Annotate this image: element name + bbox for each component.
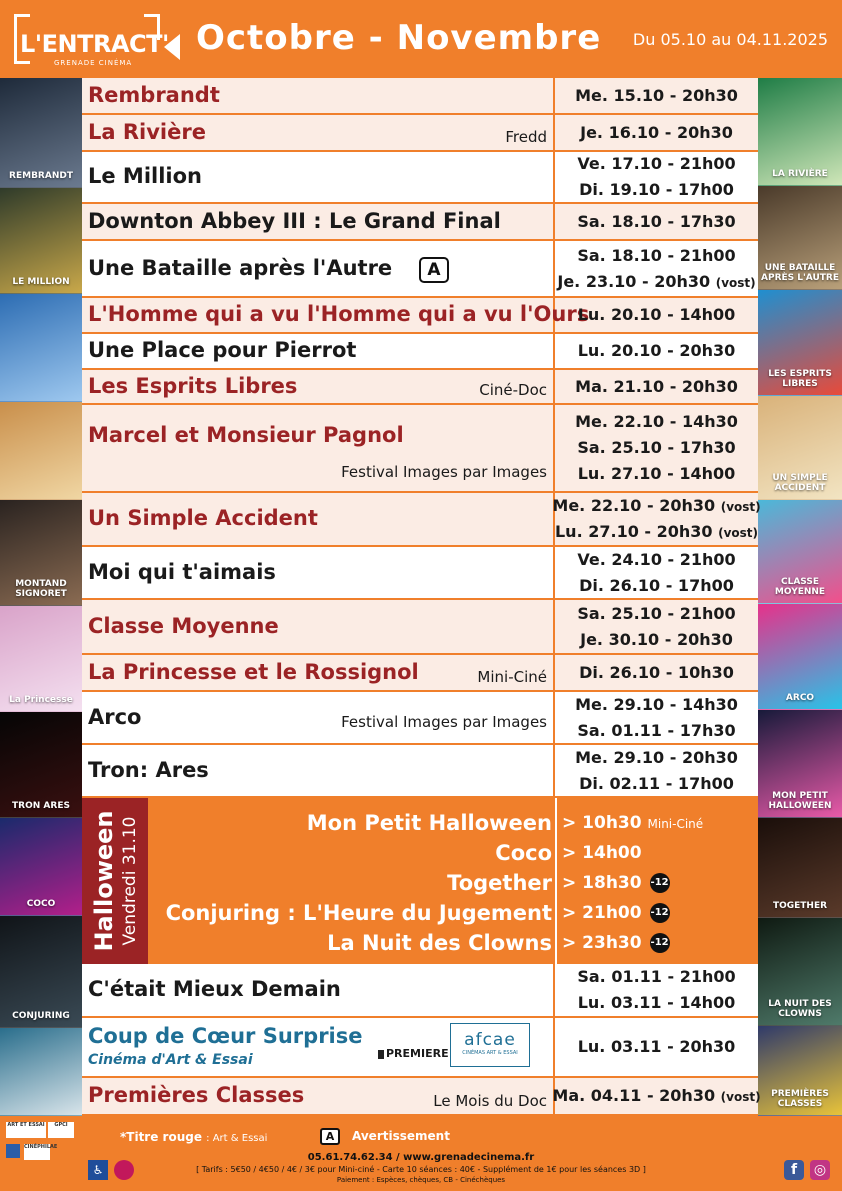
film-row — [82, 964, 758, 1018]
poster-title: TRON ARES — [12, 801, 70, 811]
posters-left-column — [0, 78, 82, 1116]
film-row — [82, 1078, 761, 1116]
tarifs-info: [ Tarifs : 5€50 / 4€50 / 4€ / 3€ pour Mini-ciné - Carte 10 séances : 40€ - Supplément de 1€ pour les séances 3D ] — [196, 1165, 646, 1174]
film-cell — [82, 152, 555, 202]
showtimes-cell — [555, 152, 758, 202]
showtime[interactable]: Ma. 21.10 - 20h30 — [575, 376, 738, 396]
film-cell — [82, 655, 555, 690]
posters-right-column — [758, 78, 842, 1116]
halloween-item — [148, 928, 758, 958]
showtime[interactable]: Me. 29.10 - 14h30 — [575, 694, 738, 714]
showtimes-cell — [552, 493, 761, 545]
showtime[interactable]: Sa. 01.11 - 17h30 — [577, 720, 736, 740]
logo-wordmark: L'ENTRACT' — [20, 30, 169, 58]
showtimes-cell — [555, 745, 758, 796]
film-poster[interactable] — [0, 1028, 82, 1116]
film-cell — [82, 405, 555, 491]
film-cell — [82, 1078, 555, 1114]
film-cell — [82, 78, 555, 113]
showtime[interactable]: Ma. 04.11 - 20h30 (vost) — [552, 1086, 761, 1105]
showtimes-cell — [555, 600, 758, 653]
legend-warning: A Avertissement — [320, 1128, 450, 1145]
showtimes-cell — [555, 655, 758, 690]
halloween-item — [148, 898, 758, 928]
film-cell — [82, 692, 555, 743]
film-cell — [82, 370, 555, 403]
showtime[interactable]: Me. 22.10 - 20h30 (vost) — [552, 496, 761, 515]
halloween-film-title[interactable]: Coco — [495, 841, 552, 865]
film-title[interactable]: Une Place pour Pierrot — [88, 338, 357, 362]
film-cell — [82, 745, 555, 796]
halloween-showtime[interactable]: > 21h00 -12 — [562, 903, 669, 923]
film-poster[interactable] — [758, 500, 842, 604]
film-cell — [82, 241, 555, 296]
showtime[interactable]: Me. 29.10 - 20h30 — [575, 747, 738, 767]
showtime[interactable]: Lu. 20.10 - 14h00 — [577, 305, 736, 324]
film-cell — [82, 493, 555, 545]
film-title[interactable]: Tron: Ares — [88, 757, 209, 782]
showtime[interactable]: Sa. 18.10 - 21h00 — [577, 245, 736, 265]
film-title[interactable]: Le Million — [88, 164, 203, 188]
halloween-showtime[interactable]: > 23h30 -12 — [562, 933, 669, 953]
showtimes-cell — [555, 115, 758, 150]
film-cell — [82, 600, 555, 653]
film-poster[interactable] — [0, 606, 82, 712]
film-row — [82, 745, 758, 798]
film-poster[interactable] — [758, 604, 842, 710]
film-poster[interactable] — [758, 78, 842, 186]
film-poster[interactable] — [0, 78, 82, 188]
poster-title: PREMIÈRES CLASSES — [771, 1089, 829, 1109]
premiere-logo: PREMIERE — [378, 1047, 449, 1060]
film-poster[interactable] — [0, 500, 82, 606]
film-row — [82, 204, 758, 241]
showtimes-cell — [555, 547, 758, 598]
film-title[interactable]: Classe Moyenne — [88, 613, 279, 638]
film-tag: Fredd — [505, 128, 547, 146]
halloween-film-title[interactable]: Mon Petit Halloween — [306, 811, 552, 835]
film-row — [82, 334, 758, 370]
film-poster[interactable] — [758, 1026, 842, 1116]
showtimes-cell — [555, 405, 758, 491]
film-cell — [82, 204, 555, 239]
showtime[interactable]: Lu. 27.10 - 14h00 — [577, 464, 736, 483]
contact-info[interactable]: 05.61.74.62.34 / www.grenadecinema.fr — [307, 1152, 535, 1163]
showtime[interactable]: Sa. 25.10 - 17h30 — [577, 438, 736, 457]
film-cell — [82, 115, 555, 150]
film-cell — [82, 964, 555, 1016]
film-row — [82, 241, 758, 298]
poster-title: REMBRANDT — [9, 171, 73, 181]
showtime[interactable]: Je. 30.10 - 20h30 — [580, 629, 733, 649]
film-row — [82, 405, 758, 493]
film-title[interactable]: Premières Classes — [88, 1083, 305, 1107]
showtimes-cell — [552, 1078, 761, 1114]
showtime[interactable]: Lu. 20.10 - 20h30 — [577, 341, 736, 360]
legend-red-title: *Titre rouge : Art & Essai — [120, 1130, 268, 1144]
halloween-item — [148, 868, 758, 898]
poster-title: LE MILLION — [12, 277, 70, 287]
poster-title: LA RIVIÈRE — [772, 169, 828, 179]
film-cell — [82, 1018, 555, 1076]
film-title[interactable]: Les Esprits Libres — [88, 373, 298, 398]
date-range: Du 05.10 au 04.11.2025 — [632, 30, 828, 49]
gpci-logo: GPCI — [48, 1122, 74, 1138]
showtime[interactable]: Me. 15.10 - 20h30 — [575, 85, 738, 105]
showtime[interactable]: Lu. 27.10 - 20h30 (vost) — [554, 522, 759, 541]
film-title[interactable]: C'était Mieux Demain — [88, 977, 341, 1001]
poster-title: UN SIMPLE ACCIDENT — [772, 473, 828, 493]
halloween-showtime[interactable]: > 10h30 Mini-Ciné — [562, 813, 704, 833]
film-tag: Ciné-Doc — [479, 381, 547, 399]
film-row — [82, 692, 758, 745]
hearing-impaired-icon: ♿ — [88, 1160, 108, 1180]
film-row — [82, 493, 761, 547]
showtime[interactable]: Sa. 25.10 - 21h00 — [577, 603, 736, 623]
film-row — [82, 370, 758, 405]
showtime[interactable]: Me. 22.10 - 14h30 — [575, 412, 738, 431]
poster-title: MON PETIT HALLOWEEN — [768, 791, 832, 811]
showtime[interactable]: Lu. 03.11 - 14h00 — [577, 993, 736, 1012]
film-cell — [82, 334, 555, 368]
film-poster[interactable] — [758, 396, 842, 500]
film-tag: Mini-Ciné — [477, 668, 547, 686]
logo-subtitle: GRENADE CINÉMA — [54, 59, 133, 67]
film-tag: Festival Images par Images — [341, 463, 547, 481]
film-title[interactable]: L'Homme qui a vu l'Homme qui a vu l'Ours — [88, 302, 590, 326]
poster-title: CONJURING — [12, 1011, 70, 1021]
showtimes-cell — [555, 1018, 758, 1076]
halloween-showtime[interactable]: > 18h30 -12 — [562, 873, 669, 893]
film-cell — [82, 298, 590, 332]
film-title[interactable]: Un Simple Accident — [88, 506, 318, 530]
halloween-item — [148, 838, 758, 868]
film-poster[interactable] — [0, 294, 82, 402]
facebook-icon[interactable]: f — [784, 1160, 804, 1180]
afcae-logo: afcae CINÉMAS ART & ESSAI — [450, 1023, 530, 1067]
showtime[interactable]: Je. 23.10 - 20h30 (vost) — [557, 271, 756, 291]
halloween-note: Mini-Ciné — [647, 817, 704, 831]
showtimes-cell — [555, 298, 758, 332]
warning-a-icon: A — [320, 1128, 340, 1145]
film-row — [82, 115, 758, 152]
poster-title: LA NUIT DES CLOWNS — [768, 999, 832, 1019]
poster-title: COCO — [26, 899, 56, 909]
header — [0, 0, 842, 78]
film-cell — [82, 547, 555, 598]
showtime[interactable]: Di. 26.10 - 17h00 — [579, 575, 734, 595]
film-row — [82, 600, 758, 655]
film-title[interactable]: Moi qui t'aimais — [88, 559, 276, 584]
halloween-day: Vendredi 31.10 — [120, 816, 140, 946]
film-title[interactable]: Arco — [88, 704, 142, 729]
cinema-logo[interactable] — [14, 14, 184, 70]
showtime[interactable]: Je. 16.10 - 20h30 — [580, 122, 733, 142]
film-poster[interactable] — [0, 188, 82, 294]
film-title[interactable]: La Rivière — [88, 119, 206, 144]
film-poster[interactable] — [0, 818, 82, 916]
showtimes-cell — [555, 964, 758, 1016]
film-title[interactable]: Marcel et Monsieur Pagnol — [88, 423, 404, 447]
showtimes-cell — [555, 334, 758, 368]
film-poster[interactable] — [758, 918, 842, 1026]
film-poster[interactable] — [758, 186, 842, 290]
poster-title: MONTAND SIGNORET — [15, 579, 67, 599]
age-rating-12-icon: -12 — [650, 903, 670, 923]
film-poster[interactable] — [758, 710, 842, 818]
film-row — [82, 547, 758, 600]
poster-title: ARCO — [785, 693, 815, 703]
showtime[interactable]: Di. 26.10 - 10h30 — [579, 662, 734, 682]
age-rating-12-icon: -12 — [650, 873, 670, 893]
film-title[interactable]: Coup de Cœur Surprise — [88, 1024, 363, 1048]
age-rating-12-icon: -12 — [650, 933, 670, 953]
payment-info: Paiement : Espèces, chèques, CB - Cinéchèques — [336, 1176, 506, 1184]
halloween-film-title[interactable]: Together — [447, 871, 552, 895]
showtime[interactable]: Di. 19.10 - 17h00 — [579, 180, 734, 199]
showtime[interactable]: Sa. 18.10 - 17h30 — [577, 211, 736, 231]
showtimes-cell — [555, 78, 758, 113]
film-title[interactable]: La Princesse et le Rossignol — [88, 659, 419, 684]
showtime[interactable]: Ve. 17.10 - 21h00 — [577, 154, 736, 173]
page-title: Octobre - Novembre — [196, 18, 602, 58]
film-title[interactable]: Downton Abbey III : Le Grand Final — [88, 208, 501, 233]
showtimes-cell — [555, 204, 758, 239]
film-row — [82, 298, 758, 334]
halloween-film-title[interactable]: La Nuit des Clowns — [327, 931, 552, 955]
halloween-item — [148, 808, 758, 838]
film-row — [82, 152, 758, 204]
halloween-showtime[interactable]: > 14h00 — [562, 843, 642, 863]
footer — [0, 1116, 842, 1191]
film-tag: Le Mois du Doc — [433, 1092, 547, 1110]
instagram-icon[interactable]: ◎ — [810, 1160, 830, 1180]
film-poster[interactable] — [758, 818, 842, 918]
showtime[interactable]: Di. 02.11 - 17h00 — [579, 773, 734, 793]
film-poster[interactable] — [758, 290, 842, 396]
halloween-label: Halloween — [90, 810, 118, 952]
poster-title: La Princesse — [9, 695, 73, 705]
art-essai-logo: ART ET ESSAI — [6, 1122, 46, 1138]
film-row — [82, 1018, 758, 1078]
poster-title: UNE BATAILLE APRÈS L'AUTRE — [761, 263, 839, 283]
showtime[interactable]: Lu. 03.11 - 20h30 — [577, 1037, 736, 1056]
showtimes-cell — [555, 241, 758, 296]
film-subtitle: Cinéma d'Art & Essai — [88, 1052, 253, 1068]
film-poster[interactable] — [0, 402, 82, 500]
halloween-block — [82, 798, 758, 964]
film-title[interactable]: Rembrandt — [88, 82, 220, 107]
showtimes-cell — [555, 692, 758, 743]
showtime[interactable]: Ve. 24.10 - 21h00 — [577, 549, 736, 569]
film-poster[interactable] — [0, 916, 82, 1028]
film-poster[interactable] — [0, 712, 82, 818]
poster-title: TOGETHER — [772, 901, 828, 911]
halloween-label-band — [82, 798, 148, 964]
showtime[interactable]: Sa. 01.11 - 21h00 — [577, 967, 736, 986]
poster-title: CLASSE MOYENNE — [774, 577, 826, 597]
film-row — [82, 655, 758, 692]
showtimes-cell — [555, 370, 758, 403]
logo-flag-icon — [164, 34, 180, 60]
film-row — [82, 78, 758, 115]
cinephilae-logo: CINÉPHILAE — [24, 1144, 50, 1160]
poster-title: LES ESPRITS LIBRES — [768, 369, 832, 389]
film-tag: Festival Images par Images — [341, 712, 547, 731]
schedule-table — [82, 78, 761, 1116]
halloween-film-title[interactable]: Conjuring : L'Heure du Jugement — [165, 901, 552, 925]
warning-a-icon: A — [419, 257, 449, 283]
film-title[interactable]: Une Bataille après l'Autre — [88, 255, 393, 280]
